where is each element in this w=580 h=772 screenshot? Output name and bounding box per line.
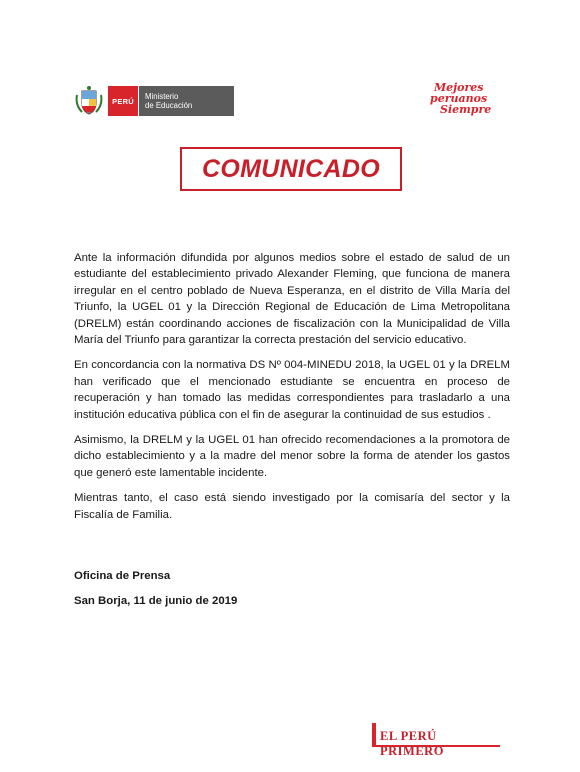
signature-office: Oficina de Prensa <box>74 570 171 582</box>
paragraph-2: En concordancia con la normativa DS Nº 004-MINEDU 2018, la UGEL 01 y la DRELM han verificado que el mencionado estudiante se encuentra en proceso de recuperación y han tomado las medidas correspondientes para trasladarlo a una institución educativa pública con el fin de asegurar la continuidad de sus estudios . <box>74 359 510 421</box>
page-title: COMUNICADO <box>202 154 380 183</box>
ministry-header <box>74 84 234 118</box>
peru-label: PERÚ <box>112 96 134 106</box>
peru-coat-of-arms-icon <box>74 85 104 117</box>
peru-logo <box>108 86 138 116</box>
slogan-line-2: peruanos <box>430 92 488 105</box>
paragraph-4: Mientras tanto, el caso está siendo investigado por la comisaría del sector y la Fiscalía de Familia. <box>74 492 510 521</box>
slogan-line-3: Siempre <box>440 103 492 116</box>
document-body <box>74 250 510 532</box>
title-box <box>180 147 402 191</box>
ministry-line-2: de Educación <box>145 101 193 110</box>
footer-brand-logo <box>372 723 500 758</box>
slogan-line-1: Mejores <box>434 81 484 94</box>
signature-date: San Borja, 11 de junio de 2019 <box>74 595 238 607</box>
paragraph-3: Asimismo, la DRELM y la UGEL 01 han ofrecido recomendaciones a la promotora de dicho establecimiento y a la madre del menor sobre la forma de atender los gastos que generó este lamentable incidente. <box>74 434 510 479</box>
slogan-logo <box>430 82 496 126</box>
footer-brand-text: EL PERÚ PRIMERO <box>380 729 444 758</box>
footer-logo-bar <box>372 723 376 747</box>
paragraph-1: Ante la información difundida por algunos medios sobre el estado de salud de un estudiante del establecimiento privado Alexander Fleming, que funciona de manera irregular en el centro poblado de Nueva Esperanza, en el distrito de Villa María del Triunfo, la UGEL 01 y la Dirección Regional de Educación de Lima Metropolitana (DRELM) están coordinando acciones de fiscalización con la Municipalidad de Villa María del Triunfo para garantizar la correcta prestación del servicio educativo. <box>74 252 510 347</box>
ministry-label <box>138 86 234 116</box>
ministry-line-1: Ministerio <box>145 92 179 101</box>
